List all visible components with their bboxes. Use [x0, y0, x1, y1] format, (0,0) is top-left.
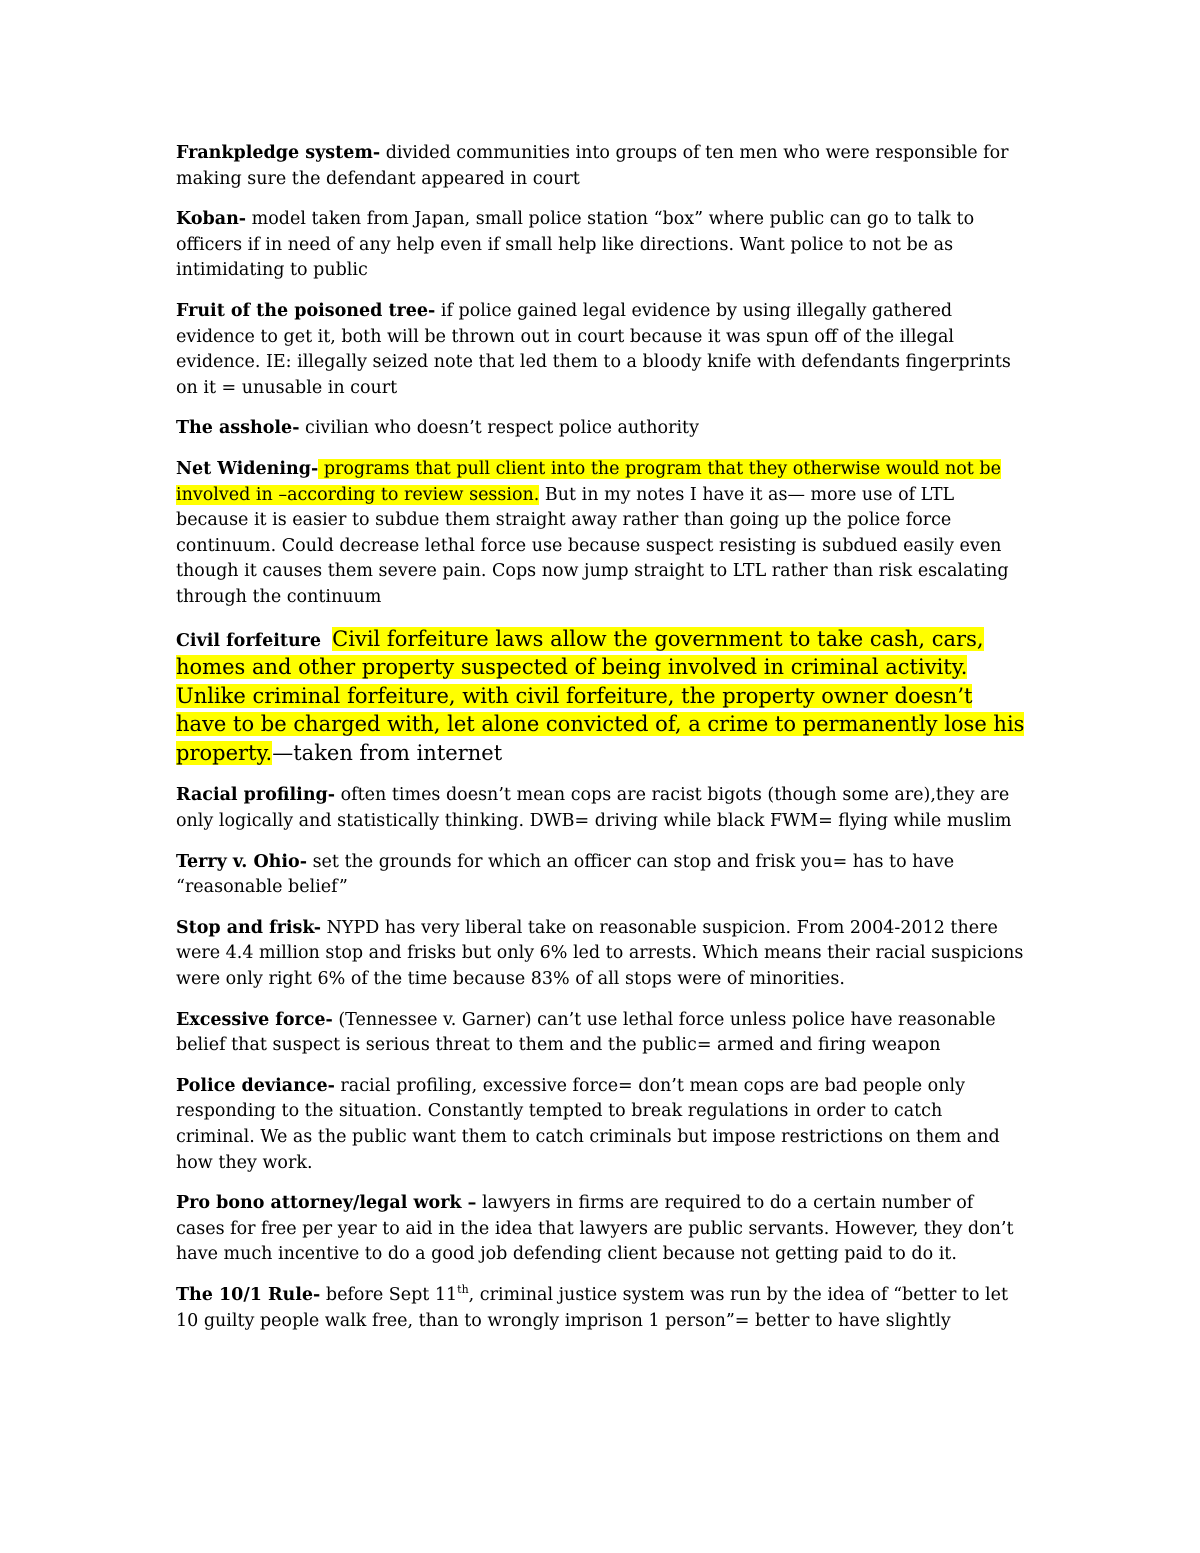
- term-label: Fruit of the poisoned tree-: [176, 300, 436, 321]
- definition-text: NYPD has very liberal take on reasonable suspicion. From 2004-2012 there were 4.4 million stop and frisks but only 6% led to arrests. Which means their racial suspicions were only right 6% of the time because 83% of all stops were of minorities.: [176, 917, 1024, 990]
- definition-text: —taken from internet: [272, 740, 503, 765]
- definition-frankpledge: [176, 141, 1026, 192]
- definition-text: civilian who doesn’t respect police authority: [299, 418, 699, 439]
- definition-net-widening: [176, 457, 1026, 611]
- definition-text: often times doesn’t mean cops are racist bigots (though some are),they are only logically and statistically thinking. DWB= driving while black FWM= flying while muslim: [176, 785, 1012, 832]
- term-label: Koban-: [176, 209, 247, 230]
- term-label: The asshole-: [176, 418, 300, 439]
- term-label: Terry v. Ohio-: [176, 851, 307, 872]
- definition-text: , criminal justice system was run by the idea of “better to let 10 guilty people walk free, than to wrongly imprison 1 person”= better to have slightly: [176, 1284, 1009, 1331]
- term-label: Excessive force-: [176, 1009, 333, 1030]
- term-label: Racial profiling-: [176, 785, 336, 806]
- definition-terry-v-ohio: [176, 850, 1026, 901]
- notes-body: [176, 141, 1026, 1349]
- definition-text: if police gained legal evidence by using illegally gathered evidence to get it, both will be thrown out in court because it was spun off of the illegal evidence. IE: illegally seized note that led them to a bloody knife with defendants fingerprints on it = unusable in court: [176, 300, 1011, 398]
- definition-text: lawyers in firms are required to do a certain number of cases for free per year to aid in the idea that lawyers are public servants. However, they don’t have much incentive to do a good job defending client because not getting paid to do it.: [176, 1193, 1014, 1265]
- definition-civil-forfeiture: [176, 626, 1026, 769]
- definition-the-asshole: [176, 416, 1026, 442]
- definition-text: divided communities into groups of ten men who were responsible for making sure the defendant appeared in court: [176, 143, 1009, 189]
- term-label: Net Widening-: [176, 458, 319, 479]
- definition-text-before: before Sept 11: [320, 1284, 458, 1305]
- definition-racial-profiling: [176, 783, 1026, 834]
- definition-text: racial profiling, excessive force= don’t mean cops are bad people only responding to the situation. Constantly tempted to break regulations in order to catch criminal. We as the public want them to catch criminals but impose restrictions on them and how they work.: [176, 1075, 1000, 1173]
- term-label: Frankpledge system-: [176, 143, 381, 163]
- definition-fruit-of-poisoned-tree: [176, 299, 1026, 401]
- term-label: Police deviance-: [176, 1075, 335, 1096]
- definition-police-deviance: [176, 1074, 1026, 1176]
- definition-excessive-force: [176, 1008, 1026, 1059]
- definition-koban: [176, 207, 1026, 284]
- term-label: Pro bono attorney/legal work –: [176, 1193, 477, 1214]
- definition-stop-and-frisk: [176, 916, 1026, 993]
- definition-text: (Tennessee v. Garner) can’t use lethal force unless police have reasonable belief that suspect is serious threat to them and the public= armed and firing weapon: [176, 1009, 996, 1056]
- term-label: The 10/1 Rule-: [176, 1284, 321, 1305]
- definition-10-1-rule: [176, 1283, 1026, 1334]
- highlighted-text: programs that pull client into the program that they otherwise would not be involved in –according to review session.: [176, 458, 1001, 505]
- term-gap: [321, 631, 332, 651]
- term-label: Stop and frisk-: [176, 917, 322, 938]
- definition-text: But in my notes I have it as— more use of LTL because it is easier to subdue them straight away rather than going up the police force continuum. Could decrease lethal force use because suspect resisting is subdued easily even though it causes them severe pain. Cops now jump straight to LTL rather than risk escalating through the continuum: [176, 484, 1009, 607]
- definition-text: set the grounds for which an officer can stop and frisk you= has to have “reasonable belief”: [176, 851, 955, 898]
- term-label: Civil forfeiture: [176, 630, 322, 651]
- highlighted-text: Civil forfeiture laws allow the government to take cash, cars, homes and other property suspected of being involved in criminal activity. Unlike criminal forfeiture, with civil forfeiture, the property owner doesn’t have to be charged with, let alone convicted of, a crime to permanently lose his property.: [176, 626, 1025, 765]
- definition-pro-bono: [176, 1191, 1026, 1268]
- superscript: th: [457, 1283, 469, 1297]
- definition-text: model taken from Japan, small police station “box” where public can go to talk to officers if in need of any help even if small help like directions. Want police to not be as intimidating to public: [176, 209, 975, 281]
